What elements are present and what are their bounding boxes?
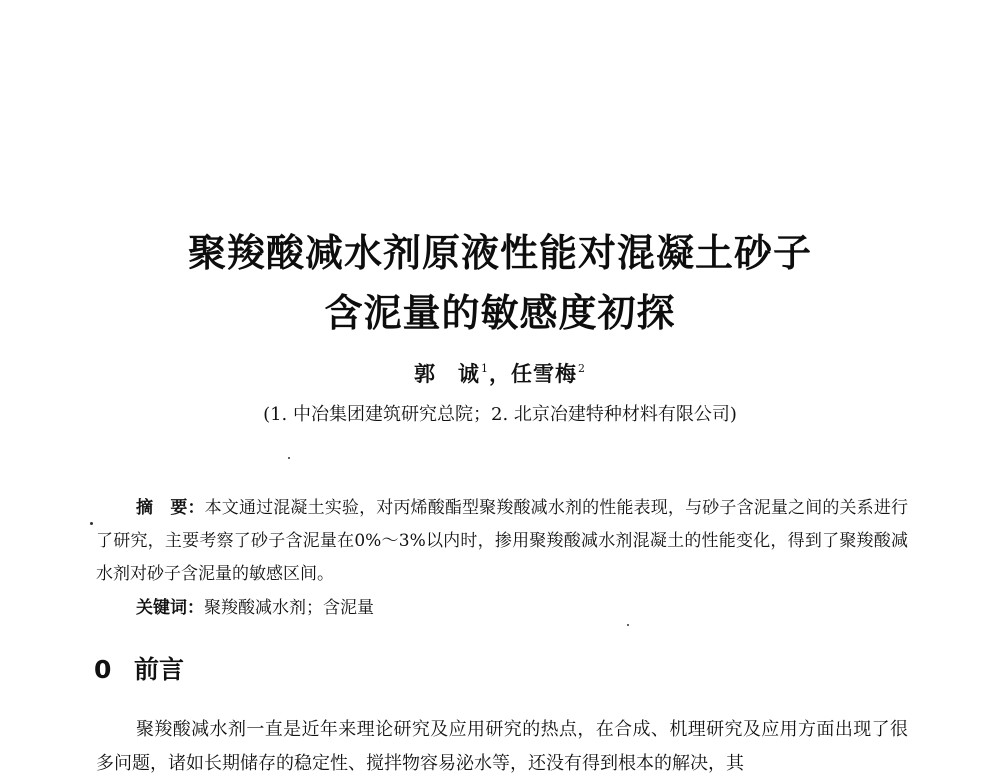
section-title: 前言 bbox=[134, 655, 185, 684]
author-separator: ， bbox=[489, 361, 511, 386]
body-paragraph: 聚羧酸减水剂一直是近年来理论研究及应用研究的热点，在合成、机理研究及应用方面出现了很多问题，诸如长期储存的稳定性、搅拌物容易泌水等，还没有得到根本的解决，其 bbox=[96, 719, 908, 774]
author-name: 郭 诚 bbox=[414, 361, 480, 386]
abstract bbox=[96, 492, 908, 591]
keywords-text: 聚羧酸减水剂；含泥量 bbox=[204, 598, 374, 618]
section-number: 0 bbox=[94, 655, 112, 684]
author-name: 任雪梅 bbox=[511, 361, 577, 386]
section-heading bbox=[94, 650, 184, 686]
paper-title-line-1: 聚羧酸减水剂原液性能对混凝土砂子 bbox=[187, 230, 812, 275]
abstract-text: 本文通过混凝土实验，对丙烯酸酯型聚羧酸减水剂的性能表现，与砂子含泥量之间的关系进行了研究，主要考察了砂子含泥量在0%～3%以内时，掺用聚羧酸减水剂混凝土的性能变化，得到了聚羧酸减水剂对砂子含泥量的敏感区间。 bbox=[96, 498, 909, 584]
affiliations: (1. 中冶集团建筑研究总院；2. 北京冶建特种材料有限公司) bbox=[263, 404, 737, 425]
scan-speck bbox=[288, 457, 290, 459]
scan-speck bbox=[90, 522, 93, 525]
author-affiliation-mark: 2 bbox=[578, 362, 586, 375]
keywords bbox=[136, 592, 374, 625]
author-list bbox=[0, 358, 1000, 388]
keywords-label: 关键词： bbox=[136, 598, 204, 618]
scan-speck bbox=[627, 624, 629, 626]
paper-title-line-2: 含泥量的敏感度初探 bbox=[324, 290, 676, 335]
author-affiliation-mark: 1 bbox=[481, 362, 489, 375]
abstract-label: 摘 要： bbox=[136, 498, 205, 518]
